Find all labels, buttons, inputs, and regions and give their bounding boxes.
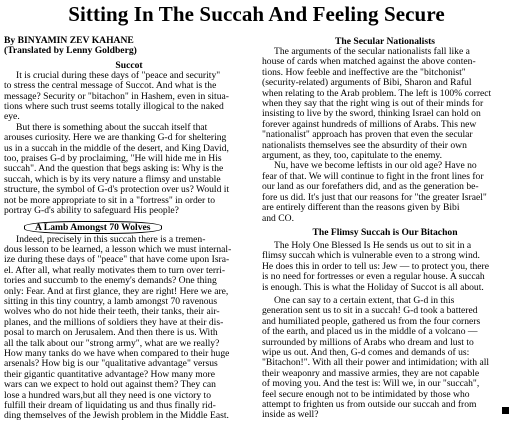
paragraph-succot-intro bbox=[4, 71, 254, 123]
byline-author: By BINYAMIN ZEV KAHANE bbox=[4, 35, 134, 46]
text-line: Nu, have we become leftists in our old age? Have no bbox=[274, 160, 477, 172]
text-line: their weaponry and massive armies, they are not capable bbox=[262, 367, 480, 379]
text-line: message? Security or "bitachon" in Hashem, even in situa- bbox=[4, 90, 229, 102]
text-line: surrounded by millions of Arabs who dream and lust to bbox=[262, 336, 474, 348]
text-line: and CO. bbox=[262, 212, 294, 224]
section-heading-lamb: A Lamb Amongst 70 Wolves bbox=[24, 221, 162, 234]
text-line: argument, as they, too, capitulate to the enemy. bbox=[262, 150, 443, 162]
text-line: posal to march on Jerusalem. And then there is us. With bbox=[4, 327, 218, 339]
text-line: sitting in this tiny country, a lamb amongst 70 ravenous bbox=[4, 295, 218, 307]
section-heading-secular-nationalists: The Secular Nationalists bbox=[334, 36, 436, 47]
text-line: But there is something about the succah itself that bbox=[16, 121, 208, 133]
paragraph-flimsy-succah bbox=[262, 241, 508, 293]
text-line: portray G-d's ability to safeguard His people? bbox=[4, 205, 179, 217]
text-line: succah". And the question that begs asking is: Why is the bbox=[4, 163, 224, 175]
text-line: is enough. This is what the Holiday of Succot is all about. bbox=[262, 281, 484, 293]
text-line: fulfill their dream of liquidating us and thus finally rid- bbox=[4, 400, 216, 411]
text-line: ding themselves of the Jewish problem in the Middle East. bbox=[4, 410, 229, 422]
text-line: generation sent us to sit in a succah! G-d took a battered bbox=[262, 305, 478, 317]
text-line: dous lesson to be learned, a lesson which we must internal- bbox=[4, 243, 232, 255]
text-line: The Holy One Blessed Is He sends us out to sit in a bbox=[274, 239, 472, 251]
text-line: to stress the central message of Succot. And what is the bbox=[4, 80, 217, 92]
text-line: us in a succah in the middle of the desert, and King David, bbox=[4, 142, 229, 154]
text-line: tories and succumb to the enemy's demands? One thing bbox=[4, 275, 217, 287]
text-line: tions where such trust seems totally illogical to the naked bbox=[4, 101, 224, 113]
text-line: inside as well? bbox=[262, 409, 319, 421]
paragraph-leftists bbox=[262, 161, 508, 223]
end-of-article-mark bbox=[502, 407, 509, 414]
text-line: forever against hundreds of millions of Arabs. This new bbox=[262, 118, 477, 130]
text-line: (security-related) arguments of Bibi, Sharon and Raful bbox=[262, 77, 472, 89]
text-line: The arguments of the secular nationalists fall like a bbox=[274, 46, 470, 57]
text-line: lose a hundred wars,but all they need is one victory to bbox=[4, 389, 212, 401]
text-line: wolves who do not hide their teeth, their tanks, their air- bbox=[4, 306, 220, 318]
text-line: fear of that. We will continue to fight in the front lines for bbox=[262, 170, 484, 182]
text-line: of the earth, and placed us in the middle of a volcano — bbox=[262, 326, 478, 338]
text-line: is no need for fortresses or even a regular house. A succah bbox=[262, 271, 485, 283]
text-line: are entirely different than the reasons given by Bibi bbox=[262, 202, 460, 214]
text-line: when relating to the Arab problem. The left is 100% correct bbox=[262, 87, 492, 99]
section-heading-flimsy-succah: The Flimsy Succah is Our Bitachon bbox=[312, 226, 458, 238]
text-line: tions. How feeble and ineffective are the "bitchonist" bbox=[262, 66, 466, 78]
text-line: feel secure enough not to be intimidated by those who bbox=[262, 388, 470, 400]
text-line: planes, and the millions of soldiers they have at their dis- bbox=[4, 316, 224, 328]
text-line: ize during these days of "peace" that have come upon Isra- bbox=[4, 254, 230, 266]
paragraph-succah-question bbox=[4, 123, 254, 217]
text-line: succah, which is by its very nature a flimsy and unstable bbox=[4, 173, 221, 185]
paragraph-generation-succah bbox=[262, 296, 508, 421]
text-line: el. After all, what really motivates them to turn over terri- bbox=[4, 264, 226, 276]
text-line: and humiliated people, gathered us from the four corners bbox=[262, 315, 481, 327]
text-line: too, praises G-d by proclaiming, "He will hide me in His bbox=[4, 153, 222, 165]
text-line: arsenals? How big is our "qualitative advantage" versus bbox=[4, 358, 218, 370]
text-line: wipe us out. And then, G-d comes and demands of us: bbox=[262, 346, 470, 358]
text-line: structure, the symbol of G-d's protection over us? Would it bbox=[4, 184, 230, 196]
right-column bbox=[262, 36, 508, 421]
text-line: arouses curiosity. Here we are thanking G-d for sheltering bbox=[4, 132, 227, 144]
text-line: One can say to a certain extent, that G-d in this bbox=[274, 294, 455, 306]
text-line: flimsy succah which is vulnerable even to a strong wind. bbox=[262, 250, 480, 262]
text-line: insisting to live by the sword, thinking Israel can hold on bbox=[262, 108, 481, 120]
text-line: of moving you. And the test is: Will we, in our "succah", bbox=[262, 378, 480, 390]
text-line: "Bitachon!". With all their power and intimidation; with all bbox=[262, 357, 490, 369]
text-line: only: Fear. And at first glance, they are right! Here we are, bbox=[4, 285, 229, 297]
text-line: not be more appropriate to sit in a "fortress" in order to bbox=[4, 194, 216, 206]
text-line: "nationalist" approach has proven that even the secular bbox=[262, 129, 473, 141]
text-line: eye. bbox=[4, 111, 20, 123]
text-line: nationalists themselves see the absurdity of their own bbox=[262, 139, 467, 151]
text-line: wars can we expect to hold out against them? They can bbox=[4, 379, 216, 391]
text-line: He does this in order to tell us: Jew — to protect you, there bbox=[262, 260, 490, 272]
text-line: How many tanks do we have when compared to their huge bbox=[4, 347, 230, 359]
text-line: their gigantic quantitative advantage? How many more bbox=[4, 368, 215, 380]
article-title: Sitting In The Succah And Feeling Secure bbox=[68, 2, 445, 26]
section-heading-succot: Succot bbox=[115, 59, 143, 71]
text-line: house of cards when matched against the above conten- bbox=[262, 56, 476, 68]
paragraph-lamb-amongst-wolves bbox=[4, 235, 254, 422]
text-line: Indeed, precisely in this succah there is a tremen- bbox=[16, 233, 206, 245]
text-line: fore us did. It's just that our reasons for "the greater Israel" bbox=[262, 191, 487, 203]
left-column bbox=[4, 36, 254, 422]
text-line: all the talk about our "strong army", what are we really? bbox=[4, 337, 220, 349]
text-line: attempt to frighten us from outside our succah and from bbox=[262, 399, 477, 410]
text-line: It is crucial during these days of "peace and security" bbox=[16, 69, 221, 81]
byline-translator: (Translated by Lenny Goldberg) bbox=[4, 45, 137, 57]
text-line: our land as our forefathers did, and as the generation be- bbox=[262, 181, 479, 193]
paragraph-secular-arguments bbox=[262, 47, 508, 161]
text-line: when they say that the right wing is out of their minds for bbox=[262, 98, 484, 110]
